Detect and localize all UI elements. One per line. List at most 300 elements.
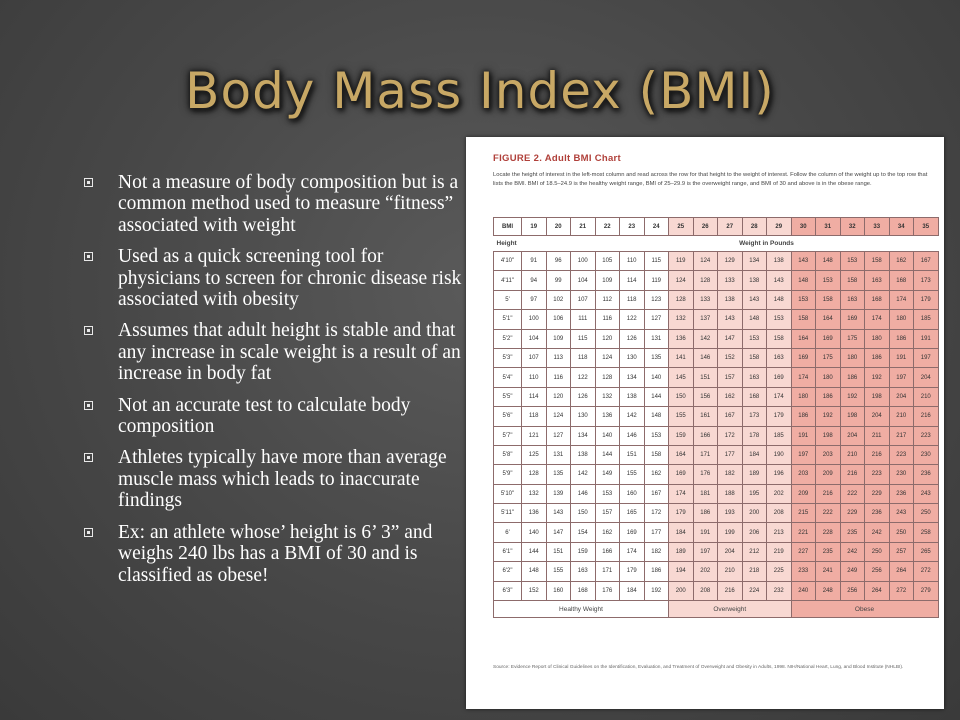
weight-cell: 203 (791, 465, 816, 484)
weight-cell: 208 (693, 581, 718, 600)
table-row (494, 465, 939, 484)
weight-cell: 114 (522, 387, 547, 406)
weight-cell: 258 (914, 523, 939, 542)
weight-cell: 257 (889, 542, 914, 561)
weight-cell: 123 (644, 290, 669, 309)
height-cell: 5'8" (494, 445, 522, 464)
weight-cell: 227 (791, 542, 816, 561)
weight-cell: 189 (669, 542, 694, 561)
figure-source: Source: Evidence Report of Clinical Guidelines on the Identification, Evaluation, and Treatment of Overweight and Obesity in Adults, 1998. NIH/National Heart, Lung, and Blood Institute (NHLBI). (493, 665, 904, 670)
height-cell: 5'4" (494, 368, 522, 387)
table-row (494, 329, 939, 348)
weight-cell: 119 (644, 271, 669, 290)
weight-cell: 250 (889, 523, 914, 542)
weight-cell: 173 (914, 271, 939, 290)
weight-cell: 236 (889, 484, 914, 503)
weight-cell: 241 (816, 562, 841, 581)
weight-cell: 158 (767, 329, 792, 348)
weight-cell: 204 (889, 387, 914, 406)
weight-cell: 169 (767, 368, 792, 387)
weight-cell: 168 (889, 271, 914, 290)
weight-cell: 180 (889, 310, 914, 329)
weight-cell: 184 (669, 523, 694, 542)
weight-cell: 186 (889, 329, 914, 348)
weight-cell: 256 (840, 581, 865, 600)
weight-cell: 124 (693, 252, 718, 271)
weight-cell: 161 (693, 407, 718, 426)
weight-cell: 146 (571, 484, 596, 503)
weight-cell: 104 (571, 271, 596, 290)
weight-cell: 175 (816, 348, 841, 367)
weight-cell: 160 (546, 581, 571, 600)
weight-cell: 192 (644, 581, 669, 600)
weight-cell: 180 (840, 348, 865, 367)
weight-cell: 107 (571, 290, 596, 309)
weight-cell: 169 (669, 465, 694, 484)
table-row (494, 290, 939, 309)
weight-cell: 165 (620, 504, 645, 523)
weight-cell: 138 (571, 445, 596, 464)
weight-cell: 218 (742, 562, 767, 581)
weight-cell: 204 (914, 368, 939, 387)
weight-cell: 126 (571, 387, 596, 406)
weight-cell: 116 (595, 310, 620, 329)
weight-cell: 264 (865, 581, 890, 600)
weight-cell: 94 (522, 271, 547, 290)
weight-cell: 198 (865, 387, 890, 406)
weight-cell: 109 (595, 271, 620, 290)
weight-cell: 216 (718, 581, 743, 600)
weight-cell: 223 (914, 426, 939, 445)
weight-cell: 242 (840, 542, 865, 561)
weight-cell: 110 (522, 368, 547, 387)
weight-cell: 209 (816, 465, 841, 484)
weight-cell: 132 (522, 484, 547, 503)
weight-cell: 104 (522, 329, 547, 348)
weight-cell: 184 (620, 581, 645, 600)
weight-cell: 136 (595, 407, 620, 426)
weight-cell: 124 (546, 407, 571, 426)
weight-cell: 155 (546, 562, 571, 581)
weight-cell: 243 (889, 504, 914, 523)
table-row (494, 426, 939, 445)
weight-cell: 219 (767, 542, 792, 561)
weight-cell: 188 (718, 484, 743, 503)
weight-cell: 175 (840, 329, 865, 348)
weight-cell: 216 (914, 407, 939, 426)
weight-cell: 109 (546, 329, 571, 348)
weight-cell: 177 (644, 523, 669, 542)
weight-column-label: Weight in Pounds (595, 236, 938, 252)
weight-cell: 146 (693, 348, 718, 367)
weight-cell: 168 (865, 290, 890, 309)
weight-cell: 122 (571, 368, 596, 387)
table-row (494, 445, 939, 464)
weight-cell: 279 (914, 581, 939, 600)
bmi-value-header: 33 (865, 218, 890, 236)
weight-cell: 113 (546, 348, 571, 367)
weight-cell: 100 (571, 252, 596, 271)
weight-cell: 153 (595, 484, 620, 503)
weight-cell: 158 (840, 271, 865, 290)
weight-cell: 167 (718, 407, 743, 426)
square-bullet-icon (84, 528, 93, 537)
weight-cell: 174 (889, 290, 914, 309)
table-row (494, 271, 939, 290)
weight-category-label: Obese (791, 601, 938, 618)
weight-cell: 217 (889, 426, 914, 445)
height-cell: 4'11" (494, 271, 522, 290)
weight-cell: 120 (546, 387, 571, 406)
weight-cell: 159 (571, 542, 596, 561)
weight-cell: 189 (742, 465, 767, 484)
bmi-value-header: 23 (620, 218, 645, 236)
height-column-label: Height (494, 236, 596, 252)
weight-cell: 144 (595, 445, 620, 464)
weight-cell: 186 (644, 562, 669, 581)
weight-cell: 169 (840, 310, 865, 329)
weight-cell: 242 (865, 523, 890, 542)
bullet-item (84, 447, 462, 511)
square-bullet-icon (84, 326, 93, 335)
weight-cell: 229 (840, 504, 865, 523)
weight-cell: 105 (595, 252, 620, 271)
weight-cell: 197 (693, 542, 718, 561)
weight-cell: 236 (865, 504, 890, 523)
weight-cell: 153 (816, 271, 841, 290)
weight-cell: 163 (840, 290, 865, 309)
height-cell: 6'3" (494, 581, 522, 600)
bmi-value-header: 30 (791, 218, 816, 236)
weight-cell: 140 (595, 426, 620, 445)
weight-cell: 125 (522, 445, 547, 464)
weight-cell: 149 (595, 465, 620, 484)
weight-cell: 174 (767, 387, 792, 406)
weight-cell: 158 (791, 310, 816, 329)
weight-cell: 180 (816, 368, 841, 387)
figure-description: Locate the height of interest in the left-most column and read across the row for that height to the weight of interest. Follow the column of the weight up to the top row that lists the BMI. BMI of 18.5–24.9 is the healthy weight range, BMI of 25–29.9 is the overweight range, and BMI of 30 and above is in the obese range. (493, 172, 928, 187)
weight-cell: 264 (889, 562, 914, 581)
bmi-value-header: 19 (522, 218, 547, 236)
weight-cell: 213 (767, 523, 792, 542)
weight-cell: 204 (865, 407, 890, 426)
weight-cell: 169 (816, 329, 841, 348)
weight-cell: 132 (669, 310, 694, 329)
weight-cell: 215 (791, 504, 816, 523)
weight-cell: 166 (595, 542, 620, 561)
bullet-item (84, 395, 462, 438)
weight-cell: 179 (669, 504, 694, 523)
weight-cell: 107 (522, 348, 547, 367)
weight-cell: 171 (693, 445, 718, 464)
weight-cell: 163 (767, 348, 792, 367)
bmi-value-header: 21 (571, 218, 596, 236)
bmi-value-header: 28 (742, 218, 767, 236)
bullet-text: Assumes that adult height is stable and that any increase in scale weight is a result of an increase in body fat (118, 320, 461, 385)
weight-cell: 102 (546, 290, 571, 309)
height-cell: 5'2" (494, 329, 522, 348)
height-cell: 5'6" (494, 407, 522, 426)
weight-cell: 99 (546, 271, 571, 290)
weight-cell: 203 (816, 445, 841, 464)
weight-cell: 166 (693, 426, 718, 445)
weight-cell: 134 (620, 368, 645, 387)
weight-cell: 216 (816, 484, 841, 503)
bullet-text: Used as a quick screening tool for physicians to screen for chronic disease risk associated with obesity (118, 246, 462, 311)
table-row (494, 252, 939, 271)
bmi-value-header: 20 (546, 218, 571, 236)
weight-cell: 222 (840, 484, 865, 503)
height-cell: 5'9" (494, 465, 522, 484)
bmi-value-header: 26 (693, 218, 718, 236)
weight-cell: 130 (620, 348, 645, 367)
weight-cell: 138 (718, 290, 743, 309)
weight-cell: 143 (767, 271, 792, 290)
height-cell: 5' (494, 290, 522, 309)
weight-cell: 158 (742, 348, 767, 367)
weight-cell: 210 (889, 407, 914, 426)
weight-cell: 200 (669, 581, 694, 600)
weight-cell: 152 (522, 581, 547, 600)
weight-cell: 228 (816, 523, 841, 542)
weight-cell: 158 (644, 445, 669, 464)
weight-cell: 158 (865, 252, 890, 271)
weight-cell: 136 (669, 329, 694, 348)
weight-cell: 168 (742, 387, 767, 406)
weight-cell: 169 (791, 348, 816, 367)
weight-cell: 193 (718, 504, 743, 523)
weight-cell: 139 (546, 484, 571, 503)
weight-cell: 212 (742, 542, 767, 561)
weight-cell: 132 (595, 387, 620, 406)
table-row (494, 484, 939, 503)
weight-cell: 91 (522, 252, 547, 271)
bmi-value-header: 22 (595, 218, 620, 236)
weight-cell: 168 (571, 581, 596, 600)
weight-cell: 135 (546, 465, 571, 484)
weight-cell: 204 (718, 542, 743, 561)
weight-cell: 174 (865, 310, 890, 329)
weight-cell: 223 (889, 445, 914, 464)
weight-cell: 169 (620, 523, 645, 542)
weight-cell: 192 (865, 368, 890, 387)
bullet-item (84, 320, 462, 384)
weight-cell: 127 (546, 426, 571, 445)
weight-cell: 118 (620, 290, 645, 309)
height-cell: 5'10" (494, 484, 522, 503)
height-cell: 4'10" (494, 252, 522, 271)
weight-cell: 128 (669, 290, 694, 309)
weight-cell: 134 (571, 426, 596, 445)
weight-cell: 119 (669, 252, 694, 271)
weight-cell: 142 (571, 465, 596, 484)
height-cell: 5'11" (494, 504, 522, 523)
weight-cell: 138 (620, 387, 645, 406)
weight-cell: 230 (914, 445, 939, 464)
weight-cell: 233 (791, 562, 816, 581)
table-row (494, 348, 939, 367)
weight-cell: 157 (718, 368, 743, 387)
weight-cell: 265 (914, 542, 939, 561)
weight-cell: 202 (693, 562, 718, 581)
weight-cell: 174 (669, 484, 694, 503)
weight-cell: 142 (620, 407, 645, 426)
weight-cell: 174 (791, 368, 816, 387)
weight-cell: 208 (767, 504, 792, 523)
bmi-value-header: 34 (889, 218, 914, 236)
weight-cell: 145 (669, 368, 694, 387)
weight-cell: 194 (669, 562, 694, 581)
weight-cell: 180 (865, 329, 890, 348)
weight-cell: 181 (693, 484, 718, 503)
weight-cell: 185 (914, 310, 939, 329)
bmi-table (493, 217, 939, 618)
weight-cell: 138 (742, 271, 767, 290)
weight-cell: 167 (644, 484, 669, 503)
weight-cell: 186 (791, 407, 816, 426)
weight-cell: 159 (669, 426, 694, 445)
bullet-list (84, 172, 462, 596)
weight-cell: 118 (522, 407, 547, 426)
weight-cell: 153 (644, 426, 669, 445)
weight-cell: 186 (816, 387, 841, 406)
weight-cell: 179 (620, 562, 645, 581)
square-bullet-icon (84, 401, 93, 410)
weight-cell: 191 (693, 523, 718, 542)
weight-cell: 179 (914, 290, 939, 309)
weight-category-label: Healthy Weight (494, 601, 669, 618)
weight-cell: 128 (522, 465, 547, 484)
height-cell: 5'5" (494, 387, 522, 406)
weight-cell: 162 (718, 387, 743, 406)
weight-cell: 174 (620, 542, 645, 561)
weight-cell: 124 (595, 348, 620, 367)
weight-cell: 151 (693, 368, 718, 387)
weight-cell: 148 (767, 290, 792, 309)
weight-cell: 196 (767, 465, 792, 484)
weight-cell: 198 (816, 426, 841, 445)
table-row (494, 523, 939, 542)
weight-cell: 128 (693, 271, 718, 290)
weight-cell: 163 (865, 271, 890, 290)
weight-cell: 100 (522, 310, 547, 329)
weight-cell: 144 (644, 387, 669, 406)
weight-cell: 164 (816, 310, 841, 329)
bmi-header-label: BMI (494, 218, 522, 236)
weight-cell: 210 (718, 562, 743, 581)
weight-cell: 148 (742, 310, 767, 329)
weight-cell: 148 (816, 252, 841, 271)
weight-cell: 248 (816, 581, 841, 600)
weight-cell: 223 (865, 465, 890, 484)
height-cell: 5'7" (494, 426, 522, 445)
weight-cell: 162 (644, 465, 669, 484)
weight-cell: 153 (767, 310, 792, 329)
weight-cell: 198 (840, 407, 865, 426)
height-cell: 6'2" (494, 562, 522, 581)
weight-cell: 195 (742, 484, 767, 503)
height-cell: 6'1" (494, 542, 522, 561)
bullet-text: Athletes typically have more than average muscle mass which leads to inaccurate findings (118, 447, 447, 512)
weight-cell: 216 (865, 445, 890, 464)
weight-cell: 199 (718, 523, 743, 542)
bmi-value-header: 29 (767, 218, 792, 236)
weight-cell: 150 (571, 504, 596, 523)
weight-cell: 192 (840, 387, 865, 406)
weight-cell: 182 (718, 465, 743, 484)
weight-cell: 160 (620, 484, 645, 503)
table-row (494, 542, 939, 561)
weight-cell: 162 (889, 252, 914, 271)
weight-cell: 112 (595, 290, 620, 309)
weight-cell: 143 (546, 504, 571, 523)
bmi-value-header: 27 (718, 218, 743, 236)
weight-cell: 225 (767, 562, 792, 581)
weight-cell: 250 (914, 504, 939, 523)
weight-cell: 148 (522, 562, 547, 581)
weight-cell: 182 (644, 542, 669, 561)
table-row (494, 368, 939, 387)
weight-cell: 142 (693, 329, 718, 348)
weight-cell: 146 (620, 426, 645, 445)
bmi-value-header: 35 (914, 218, 939, 236)
weight-cell: 96 (546, 252, 571, 271)
weight-cell: 232 (767, 581, 792, 600)
table-row (494, 504, 939, 523)
weight-cell: 230 (889, 465, 914, 484)
weight-cell: 110 (620, 252, 645, 271)
weight-cell: 140 (522, 523, 547, 542)
weight-cell: 144 (522, 542, 547, 561)
weight-cell: 163 (571, 562, 596, 581)
weight-cell: 121 (522, 426, 547, 445)
weight-cell: 197 (889, 368, 914, 387)
weight-cell: 129 (718, 252, 743, 271)
weight-cell: 191 (791, 426, 816, 445)
weight-cell: 167 (914, 252, 939, 271)
weight-cell: 131 (644, 329, 669, 348)
weight-cell: 235 (840, 523, 865, 542)
table-row (494, 387, 939, 406)
table-row (494, 310, 939, 329)
weight-cell: 236 (914, 465, 939, 484)
height-cell: 6' (494, 523, 522, 542)
weight-cell: 172 (644, 504, 669, 523)
weight-cell: 158 (816, 290, 841, 309)
bmi-chart-image (466, 137, 944, 709)
weight-cell: 131 (546, 445, 571, 464)
weight-cell: 147 (718, 329, 743, 348)
weight-cell: 118 (571, 348, 596, 367)
weight-cell: 171 (595, 562, 620, 581)
bmi-value-header: 32 (840, 218, 865, 236)
weight-cell: 197 (791, 445, 816, 464)
weight-cell: 130 (571, 407, 596, 426)
height-cell: 5'3" (494, 348, 522, 367)
table-row (494, 562, 939, 581)
weight-cell: 222 (816, 504, 841, 523)
weight-cell: 128 (595, 368, 620, 387)
weight-cell: 97 (522, 290, 547, 309)
weight-cell: 176 (693, 465, 718, 484)
weight-cell: 177 (718, 445, 743, 464)
weight-cell: 134 (742, 252, 767, 271)
weight-cell: 153 (742, 329, 767, 348)
weight-cell: 138 (767, 252, 792, 271)
weight-cell: 192 (816, 407, 841, 426)
table-row (494, 407, 939, 426)
weight-cell: 157 (595, 504, 620, 523)
